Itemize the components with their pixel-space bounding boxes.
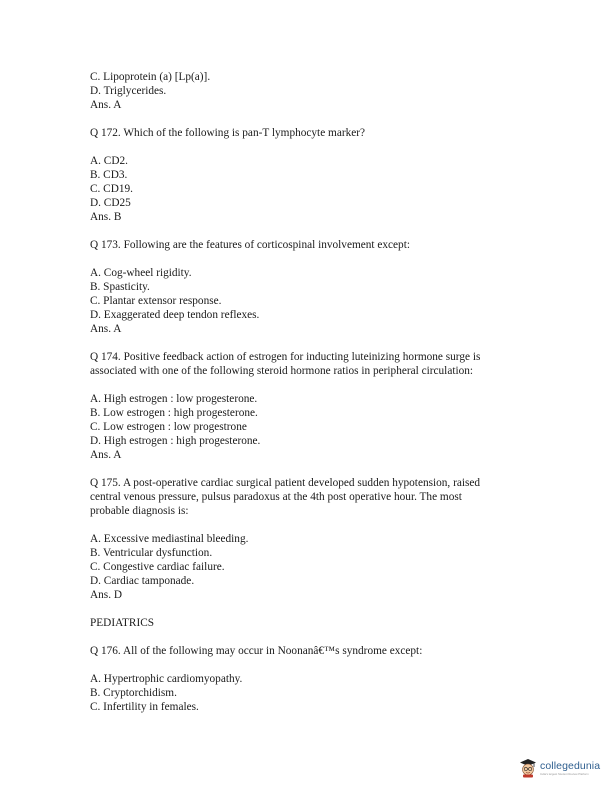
brand-name: collegedunia (540, 759, 601, 772)
answer: Ans. D (90, 589, 123, 601)
option-a: A. CD2. (90, 155, 128, 167)
option-b: B. Spasticity. (90, 281, 150, 293)
document-page (90, 70, 530, 714)
option-c: C. Infertility in females. (90, 701, 199, 713)
question-173: Q 173. Following are the features of corticospinal involvement except: (90, 239, 410, 251)
question-174-line-2: associated with one of the following steroid hormone ratios in peripheral circulation: (90, 365, 474, 377)
brand-tagline: India's largest Student Review Platform (540, 771, 589, 776)
option-c: C. Low estrogen : low progestrone (90, 421, 247, 433)
option-c: C. Lipoprotein (a) [Lp(a)]. (90, 71, 211, 83)
question-176: Q 176. All of the following may occur in Noonanâ€™s syndrome except: (90, 645, 423, 657)
section-heading: PEDIATRICS (90, 617, 155, 629)
option-c: C. CD19. (90, 183, 133, 195)
question-175-line-2: central venous pressure, pulsus paradoxus at the 4th post operative hour. The most (90, 491, 462, 503)
option-b: B. CD3. (90, 169, 128, 181)
graduate-mascot-icon (519, 758, 537, 778)
option-a: A. Hypertrophic cardiomyopathy. (90, 673, 243, 685)
question-174-line-1: Q 174. Positive feedback action of estrogen for inducting luteinizing hormone surge is (90, 351, 481, 363)
option-d: D. CD25 (90, 197, 131, 209)
answer: Ans. B (90, 211, 122, 223)
option-b: B. Low estrogen : high progesterone. (90, 407, 258, 419)
option-d: D. Cardiac tamponade. (90, 575, 195, 587)
option-c: C. Plantar extensor response. (90, 295, 222, 307)
question-175-line-1: Q 175. A post-operative cardiac surgical patient developed sudden hypotension, raised (90, 477, 481, 489)
answer: Ans. A (90, 449, 122, 461)
answer: Ans. A (90, 99, 122, 111)
question-172: Q 172. Which of the following is pan-T lymphocyte marker? (90, 127, 366, 139)
question-175-line-3: probable diagnosis is: (90, 505, 189, 517)
collegedunia-logo[interactable] (519, 758, 600, 778)
option-a: A. Excessive mediastinal bleeding. (90, 533, 249, 545)
option-c: C. Congestive cardiac failure. (90, 561, 225, 573)
option-d: D. Triglycerides. (90, 85, 167, 97)
option-d: D. Exaggerated deep tendon reflexes. (90, 309, 260, 321)
option-a: A. Cog-wheel rigidity. (90, 267, 192, 279)
option-a: A. High estrogen : low progesterone. (90, 393, 258, 405)
answer: Ans. A (90, 323, 122, 335)
option-b: B. Cryptorchidism. (90, 687, 177, 699)
option-d: D. High estrogen : high progesterone. (90, 435, 261, 447)
option-b: B. Ventricular dysfunction. (90, 547, 213, 559)
